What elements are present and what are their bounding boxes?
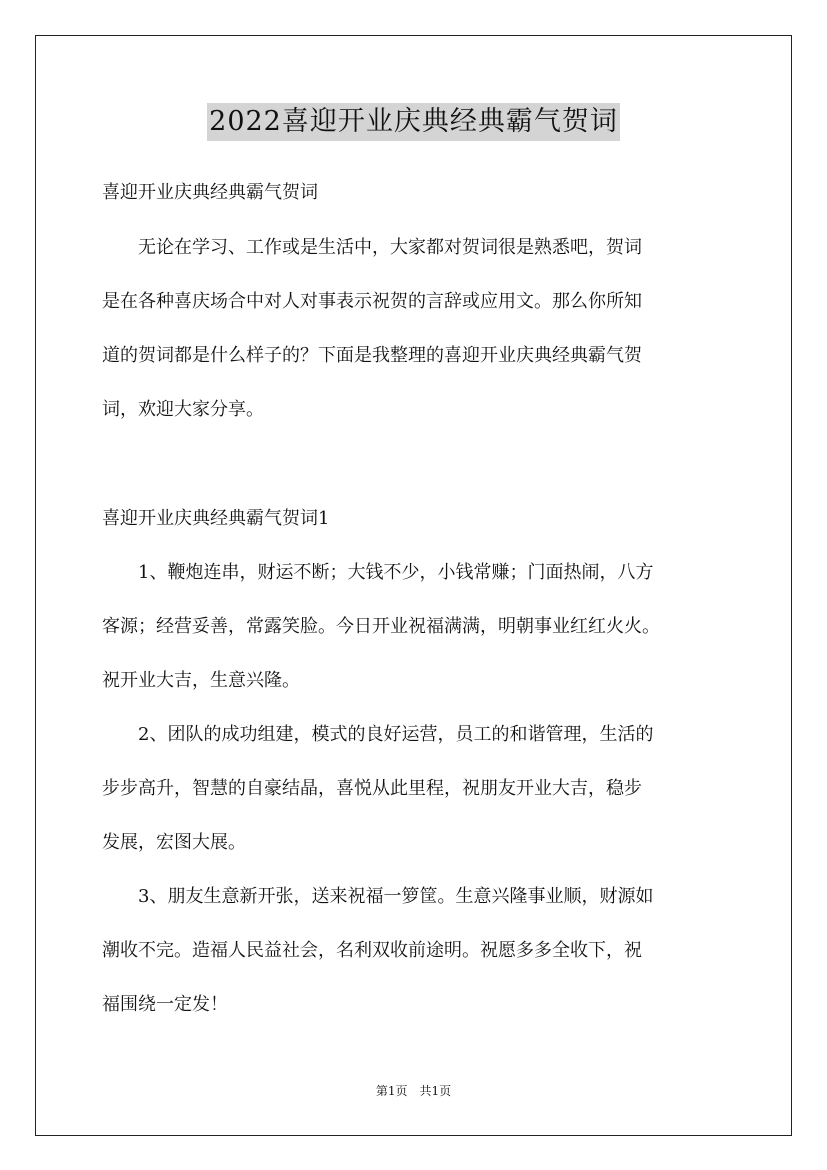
paragraph-line: 无论在学习、工作或是生活中，大家都对贺词很是熟悉吧，贺词 bbox=[102, 237, 642, 258]
paragraph-line: 发展，宏图大展。 bbox=[102, 832, 246, 853]
paragraph-line: 步步高升，智慧的自豪结晶，喜悦从此里程，祝朋友开业大吉，稳步 bbox=[102, 778, 642, 799]
paragraph-line: 福围绕一定发！ bbox=[102, 994, 228, 1015]
title-container bbox=[0, 103, 827, 141]
paragraph-line: 客源；经营妥善，常露笑脸。今日开业祝福满满，明朝事业红红火火。 bbox=[102, 616, 660, 637]
paragraph-line: 3、朋友生意新开张，送来祝福一箩筐。生意兴隆事业顺，财源如 bbox=[102, 886, 654, 907]
paragraph-line: 是在各种喜庆场合中对人对事表示祝贺的言辞或应用文。那么你所知 bbox=[102, 291, 642, 312]
section-heading: 喜迎开业庆典经典霸气贺词1 bbox=[102, 508, 330, 529]
paragraph-line: 2、团队的成功组建，模式的良好运营，员工的和谐管理，生活的 bbox=[102, 724, 654, 745]
paragraph-line: 词，欢迎大家分享。 bbox=[102, 399, 264, 420]
paragraph-line: 祝开业大吉，生意兴隆。 bbox=[102, 670, 300, 691]
page-footer: 第1页 共1页 bbox=[375, 1084, 452, 1098]
subtitle: 喜迎开业庆典经典霸气贺词 bbox=[102, 182, 318, 203]
paragraph-line: 潮收不完。造福人民益社会，名利双收前途明。祝愿多多全收下，祝 bbox=[102, 940, 642, 961]
paragraph-line: 1、鞭炮连串，财运不断；大钱不少，小钱常赚；门面热闹，八方 bbox=[102, 562, 654, 583]
paragraph-line: 道的贺词都是什么样子的？下面是我整理的喜迎开业庆典经典霸气贺 bbox=[102, 345, 642, 366]
document-title: 2022喜迎开业庆典经典霸气贺词 bbox=[207, 103, 620, 141]
